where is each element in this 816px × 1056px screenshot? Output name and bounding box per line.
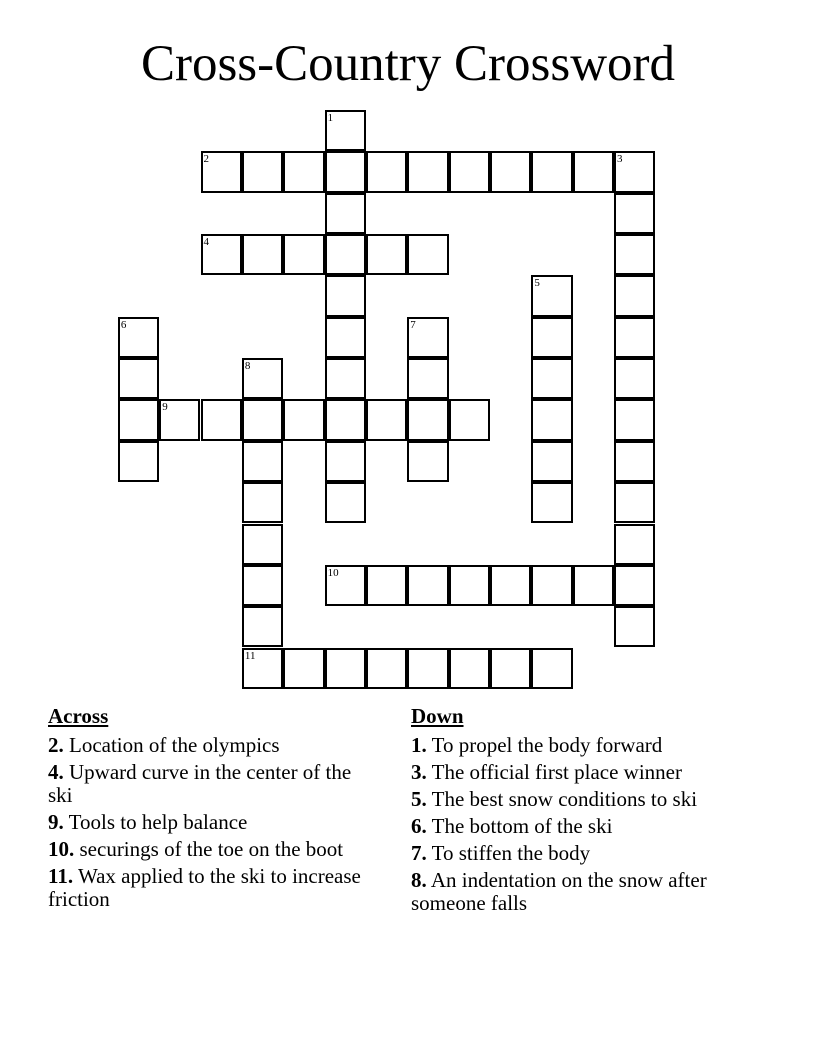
grid-cell[interactable]: [325, 193, 366, 234]
grid-cell[interactable]: [242, 524, 283, 565]
clue-number: 3.: [411, 760, 427, 784]
grid-cell[interactable]: [614, 399, 655, 440]
grid-cell[interactable]: [573, 565, 614, 606]
grid-cell[interactable]: [490, 648, 531, 689]
grid-cell[interactable]: [242, 565, 283, 606]
down-clues: [411, 704, 741, 919]
grid-cell[interactable]: [242, 648, 283, 689]
grid-cell[interactable]: [407, 317, 448, 358]
grid-cell[interactable]: [614, 234, 655, 275]
clue-text: Upward curve in the center of the ski: [48, 760, 352, 807]
grid-cell[interactable]: [325, 275, 366, 316]
clue-number: 1.: [411, 733, 427, 757]
grid-cell[interactable]: [242, 234, 283, 275]
clue-text: The official first place winner: [431, 760, 682, 784]
clue-number: 4.: [48, 760, 64, 784]
clue-text: The bottom of the ski: [431, 814, 613, 838]
grid-cell[interactable]: [201, 399, 242, 440]
grid-cell[interactable]: [449, 151, 490, 192]
grid-cell[interactable]: [614, 275, 655, 316]
grid-cell[interactable]: [449, 565, 490, 606]
clue-down-3: [411, 761, 741, 784]
grid-cell[interactable]: [407, 648, 448, 689]
clue-text: The best snow conditions to ski: [431, 787, 698, 811]
clue-text: To stiffen the body: [431, 841, 591, 865]
clue-number: 6.: [411, 814, 427, 838]
grid-cell[interactable]: [325, 358, 366, 399]
grid-cell[interactable]: [283, 648, 324, 689]
grid-cell[interactable]: [118, 317, 159, 358]
grid-cell[interactable]: [531, 648, 572, 689]
grid-cell[interactable]: [325, 151, 366, 192]
clue-number: 5.: [411, 787, 427, 811]
grid-cell[interactable]: [242, 399, 283, 440]
clue-number-label: 7: [410, 318, 416, 331]
grid-cell[interactable]: [118, 358, 159, 399]
grid-cell[interactable]: [614, 193, 655, 234]
clue-down-7: [411, 842, 741, 865]
grid-cell[interactable]: [118, 399, 159, 440]
grid-cell[interactable]: [325, 482, 366, 523]
grid-cell[interactable]: [531, 358, 572, 399]
grid-cell[interactable]: [325, 234, 366, 275]
grid-cell[interactable]: [531, 441, 572, 482]
grid-cell[interactable]: [242, 482, 283, 523]
clue-text: An indentation on the snow after someone falls: [411, 868, 707, 915]
grid-cell[interactable]: [573, 151, 614, 192]
clue-across-11: [48, 865, 378, 911]
clue-number: 9.: [48, 810, 64, 834]
grid-cell[interactable]: [531, 565, 572, 606]
clue-number: 2.: [48, 733, 64, 757]
clue-text: Tools to help balance: [68, 810, 248, 834]
grid-cell[interactable]: [407, 151, 448, 192]
grid-cell[interactable]: [325, 441, 366, 482]
clue-across-9: [48, 811, 378, 834]
grid-cell[interactable]: [366, 648, 407, 689]
clue-number: 7.: [411, 841, 427, 865]
grid-cell[interactable]: [407, 399, 448, 440]
grid-cell[interactable]: [531, 151, 572, 192]
down-heading: Down: [411, 704, 464, 728]
grid-cell[interactable]: [325, 317, 366, 358]
clue-number-label: 10: [327, 566, 339, 579]
grid-cell[interactable]: [366, 399, 407, 440]
clue-number: 11.: [48, 864, 74, 888]
grid-cell[interactable]: [366, 151, 407, 192]
grid-cell[interactable]: [242, 151, 283, 192]
grid-cell[interactable]: [614, 524, 655, 565]
grid-cell[interactable]: [242, 358, 283, 399]
clue-text: To propel the body forward: [431, 733, 663, 757]
grid-cell[interactable]: [325, 648, 366, 689]
grid-cell[interactable]: [531, 399, 572, 440]
grid-cell[interactable]: [614, 317, 655, 358]
clue-number-label: 2: [203, 153, 210, 166]
clue-number: 10.: [48, 837, 75, 861]
grid-cell[interactable]: [407, 358, 448, 399]
grid-cell[interactable]: [407, 565, 448, 606]
clue-down-1: [411, 734, 741, 757]
grid-cell[interactable]: [614, 151, 655, 192]
clue-number: 8.: [411, 868, 427, 892]
grid-cell[interactable]: [366, 234, 407, 275]
grid-cell[interactable]: [531, 482, 572, 523]
grid-cell[interactable]: [490, 151, 531, 192]
clue-text: Wax applied to the ski to increase friction: [48, 864, 361, 911]
grid-cell[interactable]: [159, 399, 200, 440]
grid-cell[interactable]: [614, 565, 655, 606]
grid-cell[interactable]: [242, 441, 283, 482]
grid-cell[interactable]: [449, 648, 490, 689]
clue-number-label: 6: [120, 318, 127, 331]
clue-number-label: 8: [244, 360, 251, 373]
grid-cell[interactable]: [614, 441, 655, 482]
grid-cell[interactable]: [201, 151, 242, 192]
clue-text: securings of the toe on the boot: [79, 837, 344, 861]
grid-cell[interactable]: [283, 151, 324, 192]
grid-cell[interactable]: [531, 317, 572, 358]
grid-cell[interactable]: [614, 606, 655, 647]
grid-cell[interactable]: [242, 606, 283, 647]
clue-across-2: [48, 734, 378, 757]
clue-number-label: 5: [534, 277, 540, 290]
clue-number-label: 4: [203, 236, 210, 249]
clue-down-5: [411, 788, 741, 811]
clue-down-6: [411, 815, 741, 838]
grid-cell[interactable]: [201, 234, 242, 275]
grid-cell[interactable]: [366, 565, 407, 606]
grid-cell[interactable]: [118, 441, 159, 482]
grid-cell[interactable]: [614, 358, 655, 399]
grid-cell[interactable]: [283, 399, 324, 440]
grid-cell[interactable]: [325, 565, 366, 606]
grid-cell[interactable]: [283, 234, 324, 275]
grid-cell[interactable]: [325, 110, 366, 151]
grid-cell[interactable]: [490, 565, 531, 606]
clue-number-label: 9: [162, 401, 168, 414]
clue-across-10: [48, 838, 378, 861]
grid-cell[interactable]: [531, 275, 572, 316]
grid-cell[interactable]: [407, 441, 448, 482]
clue-number-label: 3: [617, 153, 623, 166]
grid-cell[interactable]: [614, 482, 655, 523]
clue-down-8: [411, 869, 741, 915]
page-title: Cross-Country Crossword: [140, 36, 676, 92]
grid-cell[interactable]: [325, 399, 366, 440]
grid-cell[interactable]: [407, 234, 448, 275]
across-heading: Across: [48, 704, 109, 728]
clue-text: Location of the olympics: [69, 733, 280, 757]
clue-across-4: [48, 761, 378, 807]
clue-number-label: 1: [327, 112, 334, 124]
clue-number-label: 11: [244, 649, 256, 662]
grid-cell[interactable]: [449, 399, 490, 440]
across-clues: [48, 704, 378, 915]
